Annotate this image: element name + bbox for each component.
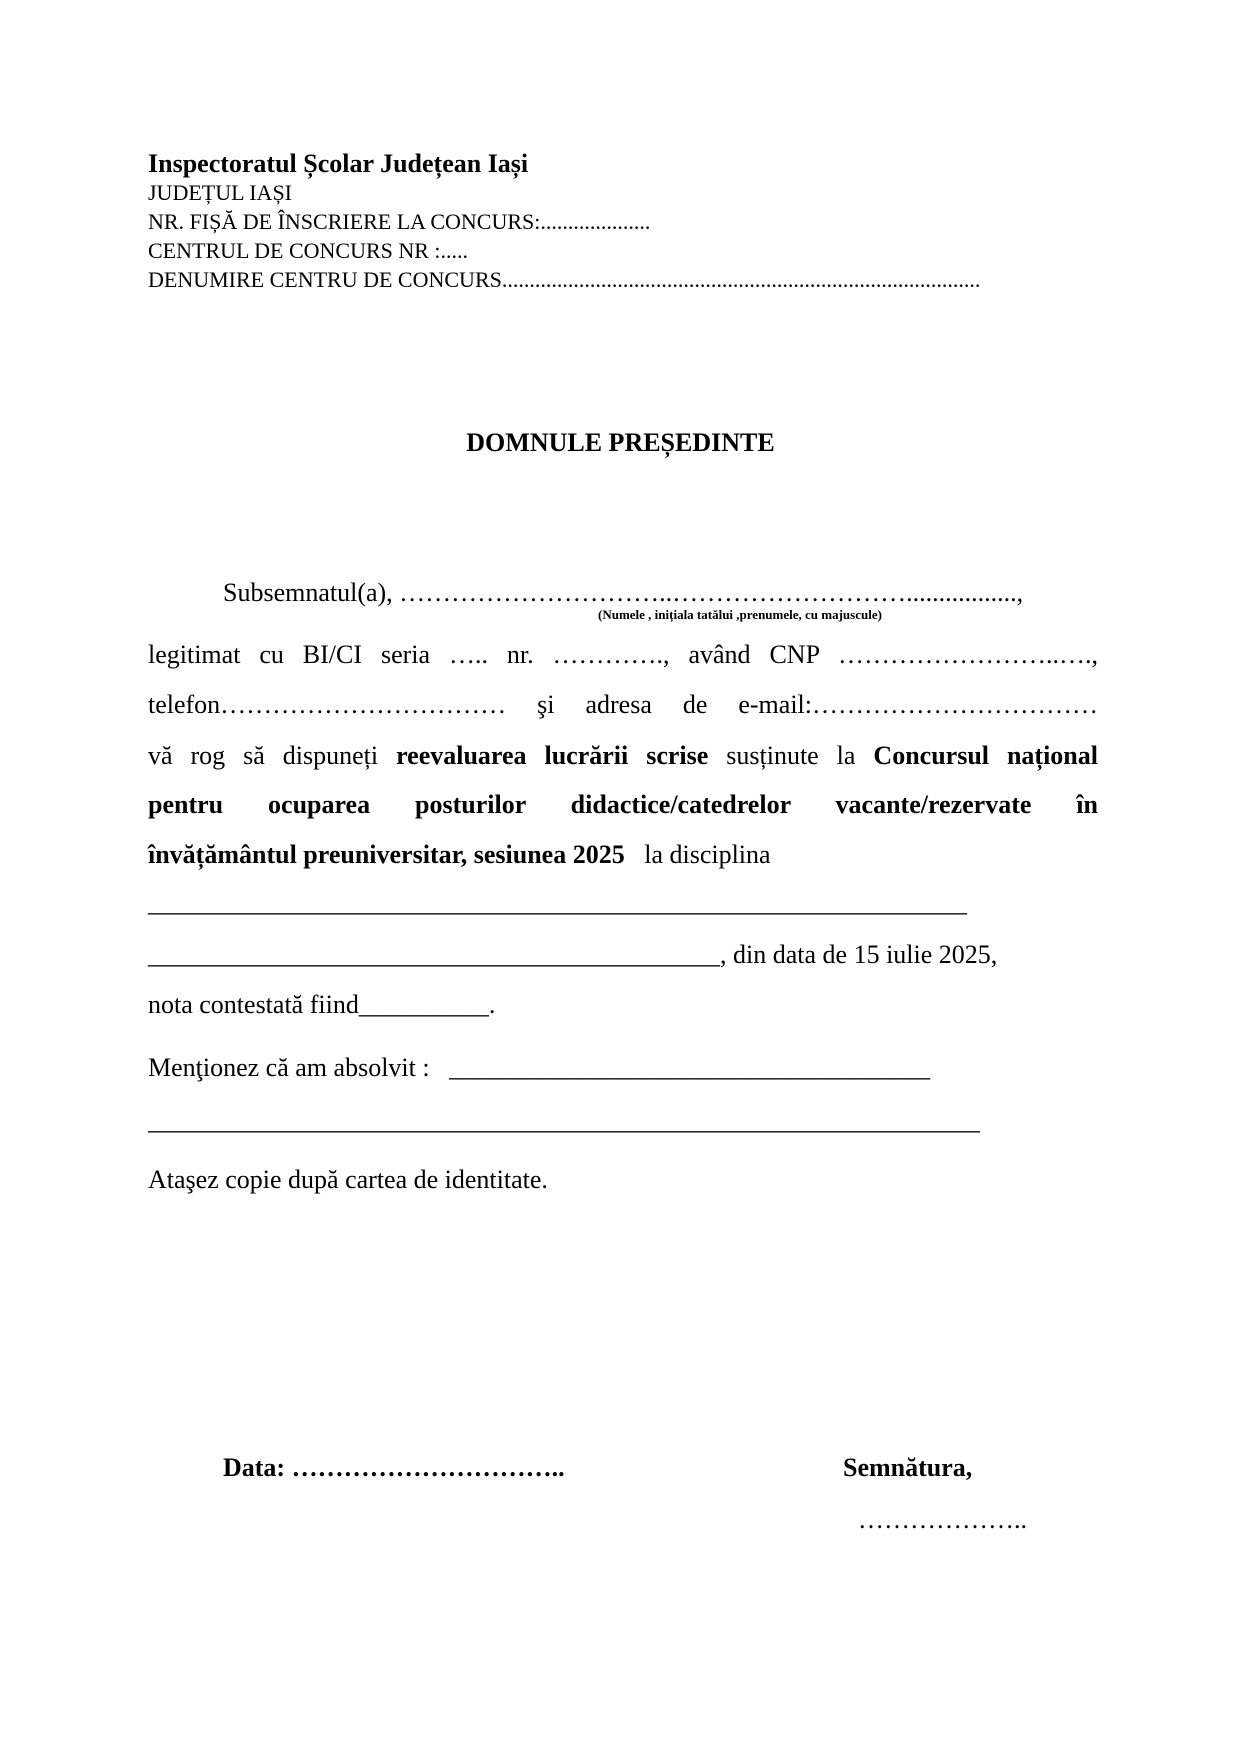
request-text-1: vă rog să dispuneți [148, 741, 397, 770]
county-line: JUDEȚUL IAȘI [148, 180, 292, 205]
request-bold-session: învățământul preuniversitar, sesiunea 2025 [148, 840, 625, 869]
id-line: legitimat cu BI/CI seria ….. nr. …………., având CNP ……………………..…., [148, 640, 1098, 669]
request-text-discipline: la disciplina [624, 840, 771, 869]
discipline-blank-line-2: ____________________________________________, din data de 15 iulie 2025, [148, 940, 998, 969]
discipline-blank-line-1: _______________________________________________________________ [148, 888, 967, 917]
graduated-line: Menţionez că am absolvit : _____________________________________ [148, 1053, 931, 1082]
center-number-line: CENTRUL DE CONCURS NR :..... [148, 238, 469, 263]
page-title: DOMNULE PREȘEDINTE [466, 428, 775, 457]
graduated-blank-line: ________________________________________________________________ [148, 1106, 980, 1135]
request-line-1 [148, 741, 1098, 771]
contact-line: telefon…………………………… şi adresa de e-mail:…………………………… [148, 690, 1098, 719]
request-line-2: pentru ocuparea posturilor didactice/catedrelor vacante/rezervate în [148, 790, 1098, 819]
request-line-3 [148, 840, 771, 870]
date-field: Data: ………………………….. [223, 1453, 565, 1482]
attachment-note: Ataşez copie după cartea de identitate. [148, 1165, 548, 1194]
request-bold-reevaluation: reevaluarea lucrării scrise [396, 741, 709, 770]
request-bold-contest: Concursul național [873, 741, 1098, 770]
request-text-2: susținute la [708, 741, 874, 770]
grade-line: nota contestată fiind__________. [148, 990, 496, 1019]
center-name-line: DENUMIRE CENTRU DE CONCURS....................................................................................... [148, 267, 981, 292]
undersigned-caption: (Numele , inițiala tatălui ,prenumele, cu majuscule) [598, 607, 882, 622]
signature-label: Semnătura, [843, 1453, 973, 1482]
institution-name: Inspectoratul Școlar Județean Iași [148, 149, 529, 178]
undersigned-line: Subsemnatul(a), …………………………..………………………................., [223, 578, 1024, 607]
registration-number-line: NR. FIȘĂ DE ÎNSCRIERE LA CONCURS:.................... [148, 209, 651, 234]
signature-line: ……………….. [858, 1505, 1027, 1534]
